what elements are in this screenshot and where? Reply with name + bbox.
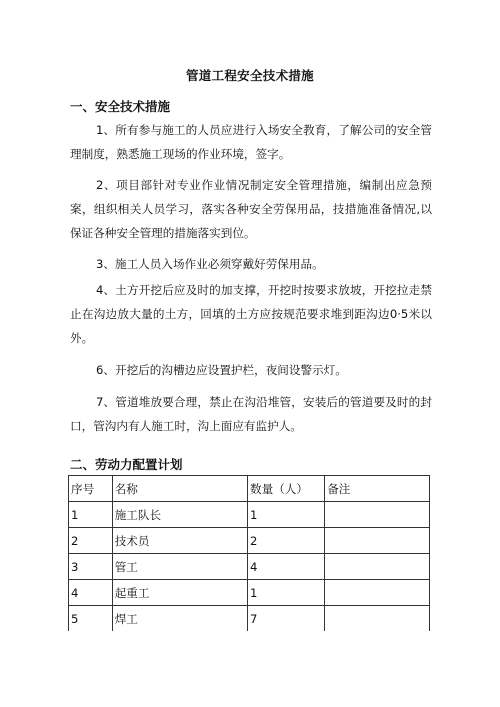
cell-name: 起重工 [112, 580, 247, 606]
cell-quantity: 7 [248, 606, 325, 632]
paragraph-3: 3、施工人员入场作业必须穿戴好劳保用品。 [96, 257, 324, 271]
cell-remarks [325, 554, 430, 580]
paragraph-1: 1、所有参与施工的人员应进行入场安全教育，了解公司的安全管理制度，熟悉施工现场的作业环境，签字。 [70, 123, 432, 161]
table-header-row [69, 476, 430, 502]
cell-name: 施工队长 [112, 502, 247, 528]
table-row [69, 554, 430, 580]
table-row [69, 502, 430, 528]
paragraph-7: 7、管道堆放要合理，禁止在沟沿堆管，安装后的管道要及时的封口，管沟内有人施工时，沟上面应有监护人。 [70, 395, 432, 433]
cell-remarks [325, 528, 430, 554]
paragraph-4: 4、土方开挖后应及时的加支撑，开挖时按要求放坡，开挖拉走禁止在沟边放大量的土方，回填的土方应按规范要求堆到距沟边0·5米以外。 [70, 283, 432, 345]
cell-index: 3 [69, 554, 113, 580]
header-index: 序号 [69, 476, 113, 502]
cell-index: 2 [69, 528, 113, 554]
cell-quantity: 1 [248, 580, 325, 606]
table-row [69, 580, 430, 606]
labor-table [68, 475, 430, 631]
cell-name: 管工 [112, 554, 247, 580]
cell-index: 4 [69, 580, 113, 606]
cell-name: 技术员 [112, 528, 247, 554]
paragraph-6: 6、开挖后的沟槽边应设置护栏，夜间设警示灯。 [96, 363, 347, 377]
table-row [69, 528, 430, 554]
cell-remarks [325, 580, 430, 606]
cell-index: 5 [69, 606, 113, 632]
header-name: 名称 [112, 476, 247, 502]
cell-remarks [325, 502, 430, 528]
table-row [69, 606, 430, 632]
cell-quantity: 4 [248, 554, 325, 580]
cell-quantity: 2 [248, 528, 325, 554]
paragraph-2: 2、项目部针对专业作业情况制定安全管理措施，编制出应急预案，组织相关人员学习，落实各种安全劳保用品，技措施准备情况,以保证各种安全管理的措施落实到位。 [70, 178, 432, 240]
section-heading-labor: 二、劳动力配置计划 [70, 457, 183, 472]
section-heading-safety: 一、安全技术措施 [70, 99, 171, 114]
cell-name: 焊工 [112, 606, 247, 632]
header-quantity: 数量（人） [248, 476, 325, 502]
document-title: 管道工程安全技术措施 [185, 68, 314, 83]
cell-remarks [325, 606, 430, 632]
cell-index: 1 [69, 502, 113, 528]
header-remarks: 备注 [325, 476, 430, 502]
cell-quantity: 1 [248, 502, 325, 528]
